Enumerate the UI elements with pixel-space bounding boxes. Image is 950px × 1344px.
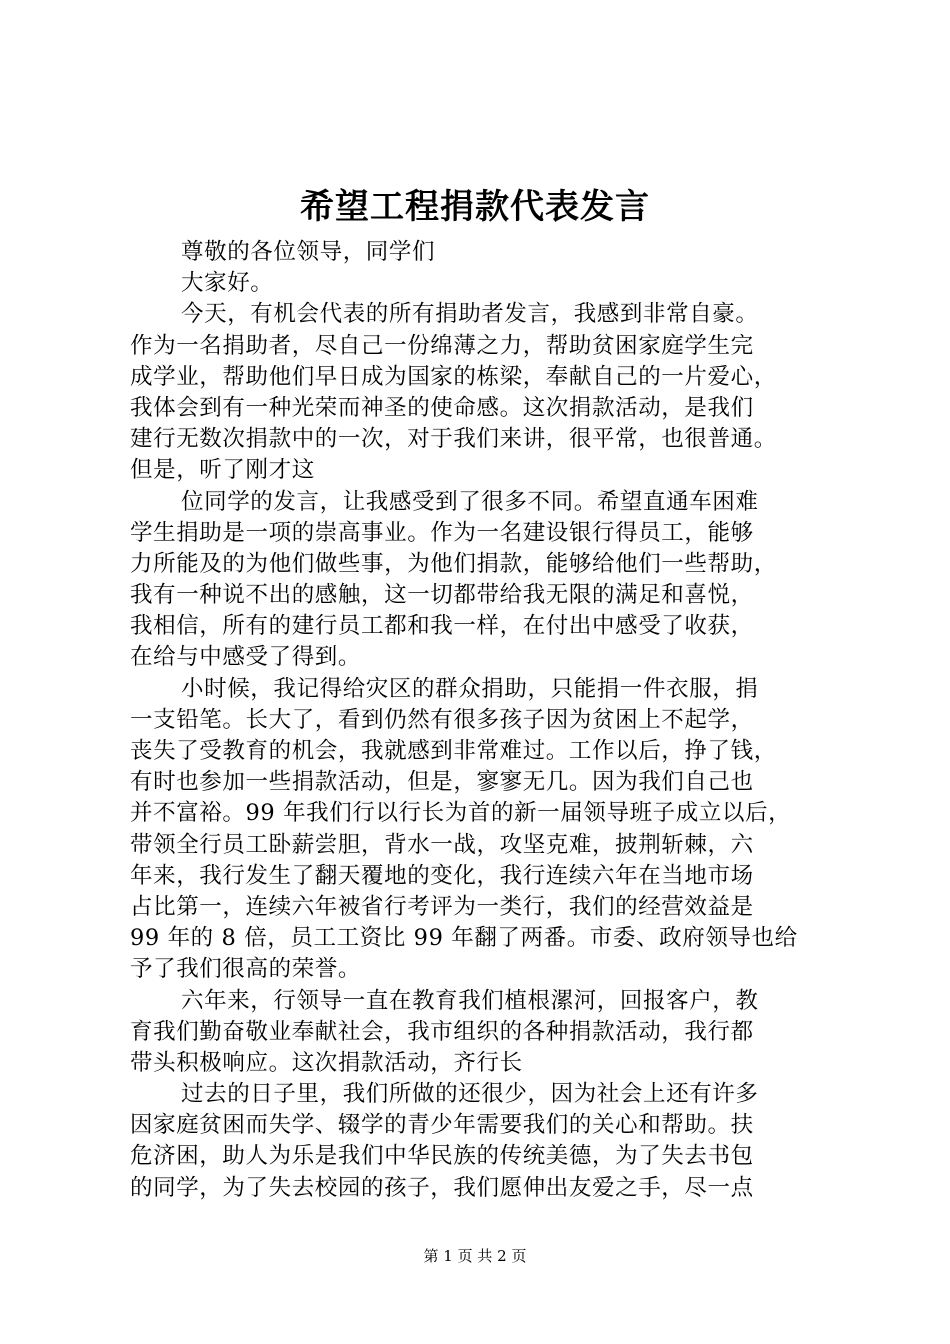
body-line: 学生捐助是一项的崇高事业。作为一名建设银行得员工，能够 <box>130 519 754 546</box>
body-line: 大家好。 <box>181 270 274 297</box>
body-line: 成学业，帮助他们早日成为国家的栋梁，奉献自己的一片爱心， <box>130 363 777 390</box>
body-line: 六年来，行领导一直在教育我们植根漯河，回报客户，教 <box>181 987 759 1014</box>
body-line: 带领全行员工卧薪尝胆，背水一战，攻坚克难，披荆斩棘，六 <box>130 831 754 858</box>
body-line: 力所能及的为他们做些事，为他们捐款，能够给他们一些帮助， <box>130 550 777 577</box>
body-line: 我体会到有一种光荣而神圣的使命感。这次捐款活动，是我们 <box>130 394 754 421</box>
body-line: 99 年的 8 倍，员工工资比 99 年翻了两番。市委、政府领导也给 <box>130 925 798 952</box>
body-line: 我有一种说不出的感触，这一切都带给我无限的满足和喜悦， <box>130 582 754 609</box>
body-line: 的同学，为了失去校园的孩子，我们愿伸出友爱之手，尽一点 <box>130 1174 754 1201</box>
body-line: 丧失了受教育的机会，我就感到非常难过。工作以后，挣了钱， <box>130 738 777 764</box>
body-line: 小时候，我记得给灾区的群众捐助，只能捐一件衣服，捐 <box>181 675 759 702</box>
body-line: 有时也参加一些捐款活动，但是，寥寥无几。因为我们自己也 <box>130 769 754 796</box>
document-body <box>130 237 844 1204</box>
body-line: 因家庭贫困而失学、辍学的青少年需要我们的关心和帮助。扶 <box>130 1112 754 1139</box>
body-line: 带头积极响应。这次捐款活动，齐行长 <box>130 1049 523 1076</box>
body-line: 建行无数次捐款中的一次，对于我们来讲，很平常，也很普通。 <box>130 426 777 453</box>
body-line: 占比第一，连续六年被省行考评为一类行，我们的经营效益是 <box>130 893 754 920</box>
page-footer: 第 1 页 共 2 页 <box>423 1247 527 1265</box>
body-line: 予了我们很高的荣誉。 <box>130 956 362 983</box>
body-line: 尊敬的各位领导，同学们 <box>181 239 436 265</box>
body-line: 过去的日子里，我们所做的还很少，因为社会上还有许多 <box>181 1081 759 1108</box>
body-line: 育我们勤奋敬业奉献社会，我市组织的各种捐款活动，我行都 <box>130 1018 754 1045</box>
document-title: 希望工程捐款代表发言 <box>300 187 650 227</box>
body-line: 今天，有机会代表的所有捐助者发言，我感到非常自豪。 <box>181 301 759 328</box>
body-line: 位同学的发言，让我感受到了很多不同。希望直通车困难 <box>181 488 759 515</box>
body-line: 一支铅笔。长大了，看到仍然有很多孩子因为贫困上不起学， <box>130 706 754 733</box>
body-line: 但是，听了刚才这 <box>130 457 315 484</box>
body-line: 危济困，助人为乐是我们中华民族的传统美德，为了失去书包 <box>130 1143 754 1170</box>
body-line: 作为一名捐助者，尽自己一份绵薄之力，帮助贫困家庭学生完 <box>130 332 754 359</box>
body-line: 我相信，所有的建行员工都和我一样，在付出中感受了收获， <box>130 613 754 640</box>
body-line: 年来，我行发生了翻天覆地的变化，我行连续六年在当地市场 <box>130 862 754 889</box>
body-line: 并不富裕。99 年我们行以行长为首的新一届领导班子成立以后， <box>130 800 792 827</box>
body-line: 在给与中感受了得到。 <box>130 644 362 671</box>
